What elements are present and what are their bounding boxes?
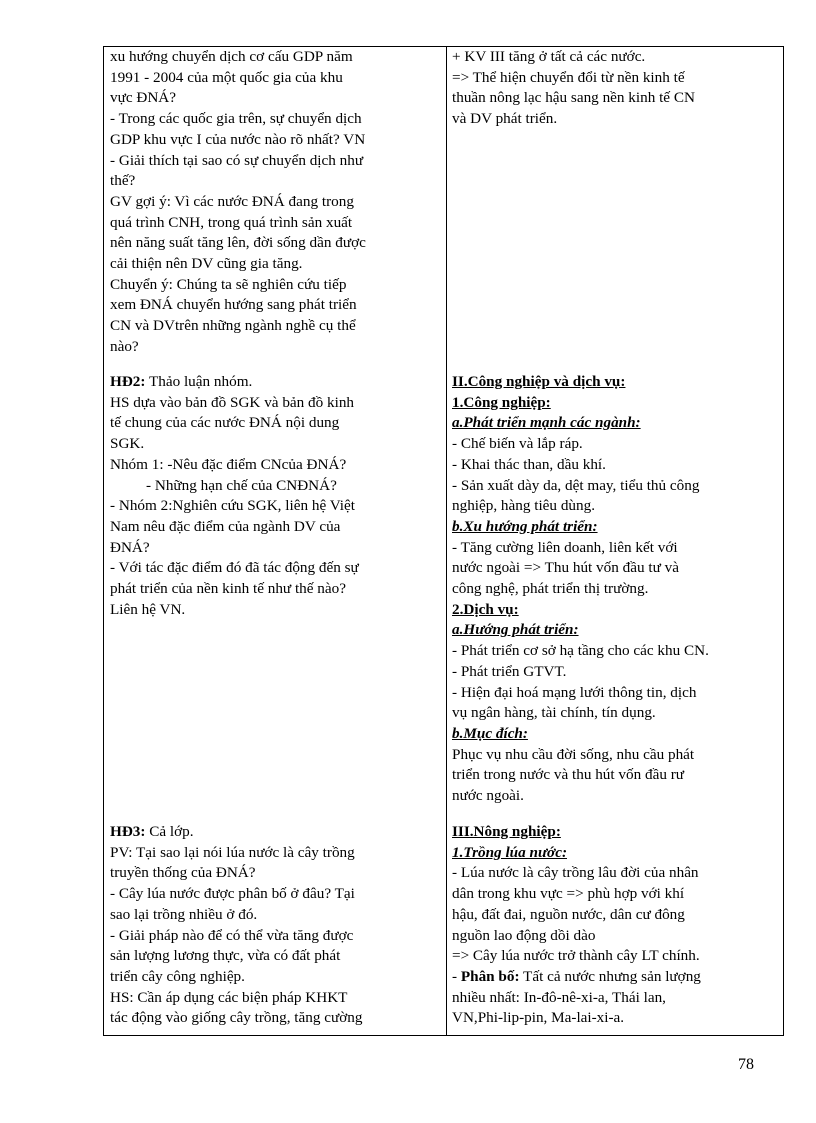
text-line: - Khai thác than, dầu khí.: [452, 455, 606, 473]
text-line: Nhóm 1: -Nêu đặc điểm CNcủa ĐNÁ?: [110, 455, 347, 473]
teacher-student-activity-column: [104, 47, 447, 1035]
activity-3-label: HĐ3:: [110, 823, 146, 840]
text-line: vực ĐNÁ?: [110, 89, 177, 107]
activity-2-block: [110, 372, 442, 620]
text-line: - Với tác đặc điểm đó đã tác động đến sự: [110, 559, 359, 577]
item-heading: b.Xu hướng phát triển:: [452, 517, 598, 535]
content-1-block: [452, 47, 781, 130]
text-line: thế?: [110, 172, 136, 190]
text-line: triển cây công nghiệp.: [110, 967, 245, 985]
text-line: triển trong nước và thu hút vốn đầu rư: [452, 766, 685, 784]
text-line: phát triển của nền kinh tế như thế nào?: [110, 580, 346, 598]
text-line: SGK.: [110, 435, 145, 453]
activity-2-title: Thảo luận nhóm.: [145, 373, 253, 390]
text-line: và DV phát triển.: [452, 110, 558, 128]
text-line: Phục vụ nhu cầu đời sống, nhu cầu phát: [452, 745, 695, 763]
distribution-prefix: -: [452, 967, 461, 985]
text-line: nào?: [110, 337, 139, 355]
distribution-label: Phân bố:: [460, 967, 520, 985]
text-line: truyền thống của ĐNÁ?: [110, 864, 256, 882]
distribution-text: Tất cả nước nhưng sản lượng: [519, 967, 701, 985]
text-line: xu hướng chuyển dịch cơ cấu GDP năm: [110, 48, 353, 65]
item-heading: a.Hướng phát triển:: [452, 621, 579, 639]
text-line: 1991 - 2004 của một quốc gia của khu: [110, 68, 343, 86]
text-line: => Cây lúa nước trở thành cây LT chính.: [452, 947, 700, 965]
text-line: xem ĐNÁ chuyển hướng sang phát triển: [110, 296, 357, 314]
text-line: HS dựa vào bản đồ SGK và bản đồ kinh: [110, 393, 355, 411]
text-line: GV gợi ý: Vì các nước ĐNÁ đang trong: [110, 192, 354, 210]
lesson-table: [103, 46, 784, 1036]
text-line: - Hiện đại hoá mạng lưới thông tin, dịch: [452, 683, 697, 701]
activity-3-heading: [110, 822, 442, 843]
text-line: Chuyển ý: Chúng ta sẽ nghiên cứu tiếp: [110, 275, 347, 293]
text-line: công nghệ, phát triển thị trường.: [452, 580, 649, 598]
text-line: - Chế biến và lắp ráp.: [452, 435, 583, 453]
text-line: nên năng suất tăng lên, đời sống dần được: [110, 234, 366, 252]
distribution-line: [452, 967, 781, 988]
activity-3-block: [110, 822, 442, 1029]
text-line: - Giải thích tại sao có sự chuyển dịch như: [110, 151, 364, 169]
text-line: - Cây lúa nước được phân bố ở đâu? Tại: [110, 885, 355, 903]
text-line: - Tăng cường liên doanh, liên kết với: [452, 538, 678, 556]
text-line: tác động vào giống cây trồng, tăng cường: [110, 1009, 363, 1027]
text-line: - Phát triển cơ sở hạ tầng cho các khu CN.: [452, 642, 709, 660]
text-line: - Sản xuất dày da, dệt may, tiểu thủ công: [452, 476, 700, 494]
text-line: - Những hạn chế của CNĐNÁ?: [146, 476, 337, 494]
section-heading: II.Công nghiệp và dịch vụ:: [452, 373, 626, 390]
text-line: HS: Cần áp dụng các biện pháp KHKT: [110, 988, 348, 1006]
text-line: - Lúa nước là cây trồng lâu đời của nhân: [452, 864, 699, 882]
text-line: dân trong khu vực => phù hợp với khí: [452, 885, 685, 903]
section-heading: III.Nông nghiệp:: [452, 823, 561, 840]
item-heading: b.Mục đích:: [452, 724, 528, 742]
text-line: - Nhóm 2:Nghiên cứu SGK, liên hệ Việt: [110, 497, 355, 515]
text-line: nghiệp, hàng tiêu dùng.: [452, 497, 595, 515]
activity-2-heading: [110, 372, 442, 393]
text-line: thuần nông lạc hậu sang nền kinh tế CN: [452, 89, 695, 107]
text-line: CN và DVtrên những ngành nghề cụ thể: [110, 317, 356, 335]
text-line: - Giải pháp nào để có thể vừa tăng được: [110, 926, 354, 944]
text-line: PV: Tại sao lại nói lúa nước là cây trồng: [110, 843, 355, 861]
text-line: sản lượng lương thực, vừa có đất phát: [110, 947, 341, 965]
text-line: - Trong các quốc gia trên, sự chuyển dịch: [110, 110, 362, 128]
page-number: 78: [738, 1056, 754, 1073]
text-line: ĐNÁ?: [110, 538, 150, 556]
text-line: nước ngoài => Thu hút vốn đầu tư và: [452, 559, 679, 577]
item-heading: a.Phát triển mạnh các ngành:: [452, 414, 641, 432]
text-line: GDP khu vực I của nước nào rõ nhất? VN: [110, 130, 366, 148]
text-line: cải thiện nên DV cũng gia tăng.: [110, 255, 303, 273]
text-line: => Thể hiện chuyển đổi từ nền kinh tế: [452, 68, 685, 86]
text-line: quá trình CNH, trong quá trình sản xuất: [110, 213, 353, 231]
subsection-heading: 1.Trồng lúa nước:: [452, 843, 567, 861]
text-line: + KV III tăng ở tất cả các nước.: [452, 48, 646, 65]
text-line: VN,Phi-lip-pin, Ma-lai-xi-a.: [452, 1009, 625, 1027]
lesson-content-column: [447, 47, 783, 1035]
content-2-block: [452, 372, 781, 807]
text-line: Nam nêu đặc điểm của ngành DV của: [110, 517, 341, 535]
activity-2-label: HĐ2:: [110, 373, 146, 390]
subsection-heading: 1.Công nghiệp:: [452, 393, 551, 411]
text-line: nước ngoài.: [452, 787, 524, 805]
text-line: nhiều nhất: In-đô-nê-xi-a, Thái lan,: [452, 988, 666, 1006]
text-line: nguồn lao động dồi dào: [452, 926, 596, 944]
text-line: hậu, đất đai, nguồn nước, dân cư đông: [452, 905, 685, 923]
activity-3-title: Cả lớp.: [145, 823, 194, 840]
content-3-block: [452, 822, 781, 1029]
subsection-heading: 2.Dịch vụ:: [452, 600, 519, 618]
text-line: Liên hệ VN.: [110, 600, 186, 618]
text-line: vụ ngân hàng, tài chính, tín dụng.: [452, 704, 656, 722]
text-line: sao lại trồng nhiều ở đó.: [110, 905, 258, 923]
text-line: - Phát triển GTVT.: [452, 662, 567, 680]
text-line: tế chung của các nước ĐNÁ nội dung: [110, 414, 340, 432]
activity-1-block: [110, 47, 442, 358]
